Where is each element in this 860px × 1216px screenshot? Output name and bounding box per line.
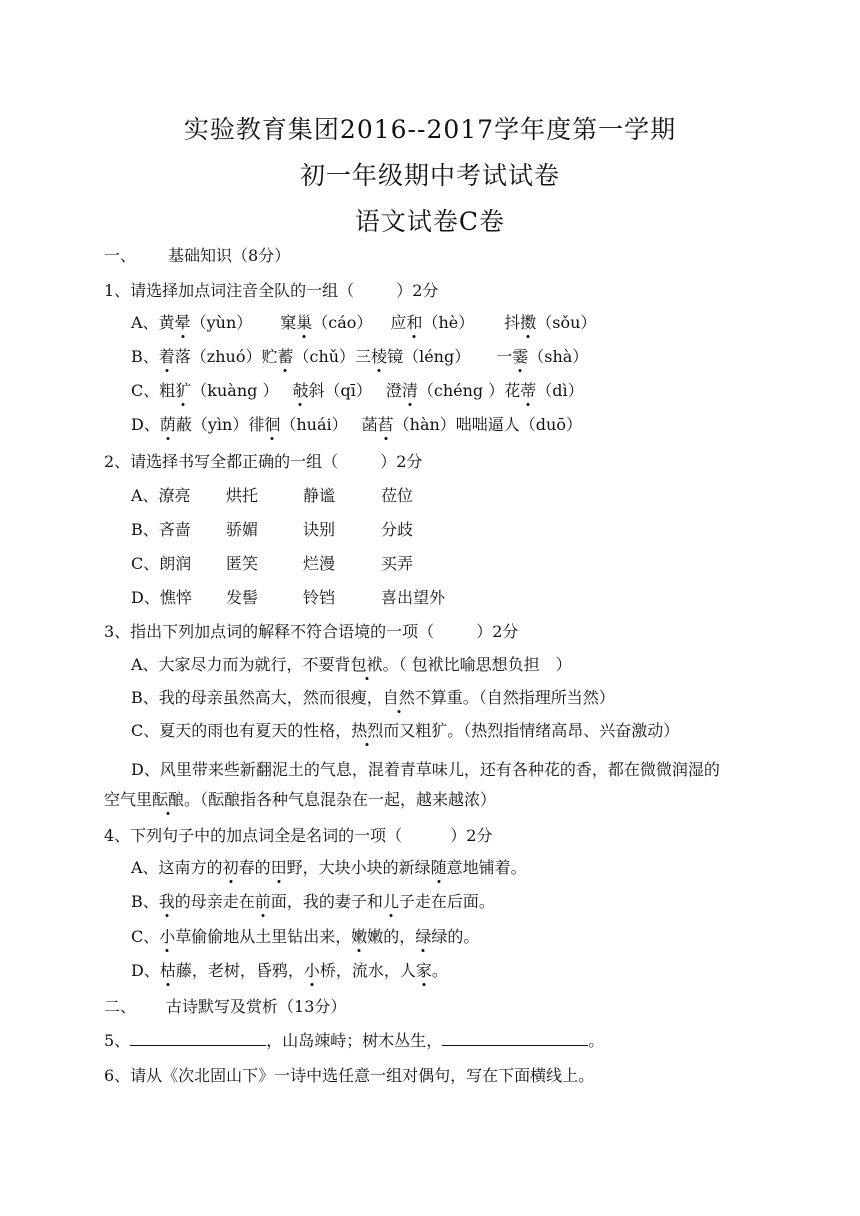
text-segment: （hàn）咄咄逼人（duō） xyxy=(393,415,582,434)
text-segment: 喜出望外 xyxy=(381,588,446,607)
text-segment: 。 xyxy=(431,961,448,980)
question-2-option-d xyxy=(131,588,445,608)
text-segment: 意地铺着。 xyxy=(446,858,527,877)
dotted-word: 绿 xyxy=(415,927,432,946)
text-segment: 镜（léng） xyxy=(387,347,471,366)
text-segment: D、 xyxy=(131,961,160,980)
text-segment: C、 xyxy=(131,381,160,400)
fill-blank-1[interactable] xyxy=(130,1031,266,1046)
dotted-word: 萏 xyxy=(377,415,394,434)
dotted-word: 霎 xyxy=(512,347,529,366)
exam-title-line-1: 实验教育集团2016--2017学年度第一学期 xyxy=(183,115,677,144)
question-4-option-d xyxy=(131,961,448,981)
text-segment: B、 xyxy=(131,347,159,366)
dotted-word: 前 xyxy=(254,892,271,911)
section-1-title: 基础知识（8分） xyxy=(168,246,291,265)
text-segment: A、大家尽力而为就行，不要背 xyxy=(131,655,351,674)
text-segment: B、 xyxy=(131,892,159,911)
text-segment: ，山岛竦峙；树木丛生， xyxy=(266,1031,443,1050)
dotted-word: 棱 xyxy=(371,347,388,366)
dotted-word: 自然 xyxy=(382,688,415,707)
section-1-heading xyxy=(104,246,290,266)
dotted-word: 攲 xyxy=(292,381,309,400)
fill-blank-2[interactable] xyxy=(442,1031,588,1046)
text-segment: 落（zhuó）贮 xyxy=(174,347,278,366)
text-segment: （hè） xyxy=(422,313,475,332)
dotted-word: 徊 xyxy=(264,415,281,434)
dotted-word: 晕 xyxy=(174,313,191,332)
text-segment: 子走在后面。 xyxy=(398,892,495,911)
text-segment: 烂漫 xyxy=(303,554,336,573)
text-segment: （yùn） xyxy=(190,313,253,332)
text-segment: ）2分 xyxy=(396,281,439,300)
text-segment: C、 xyxy=(131,927,160,946)
text-segment: （cáo） xyxy=(312,313,373,332)
text-segment: （chǔ）三 xyxy=(293,347,372,366)
text-segment: 分歧 xyxy=(381,520,414,539)
text-segment: 不算重。（自然指理所当然） xyxy=(414,688,615,707)
text-segment: C、朗润 xyxy=(131,554,192,573)
dotted-word: 犷 xyxy=(175,381,192,400)
text-segment: 。（酝酿指各种气息混杂在一起，越来越浓） xyxy=(184,790,497,809)
exam-title-line-3: 语文试卷C卷 xyxy=(354,207,506,236)
text-segment: 蔽（yìn）徘 xyxy=(175,415,265,434)
dotted-word: 和 xyxy=(406,313,423,332)
text-segment: （kuàng ） xyxy=(191,381,279,400)
text-segment: 1、请选择加点词注音全队的一组（ xyxy=(104,281,355,300)
question-1-option-a xyxy=(131,313,596,333)
dotted-word: 嫩 xyxy=(351,927,368,946)
section-2-number: 二、 xyxy=(104,997,137,1016)
dotted-word: 巢 xyxy=(296,313,313,332)
text-segment: D、憔悴 xyxy=(131,588,192,607)
text-segment: ）2分 xyxy=(476,622,519,641)
question-2-option-b xyxy=(131,520,413,540)
text-segment: ）2分 xyxy=(380,452,423,471)
dotted-word: 擞 xyxy=(520,313,537,332)
question-1-stem xyxy=(104,281,438,301)
text-segment: B、我的母亲虽然高大，然而很瘦， xyxy=(131,688,383,707)
text-segment: 烘托 xyxy=(226,486,259,505)
text-segment: 嫩的， xyxy=(367,927,416,946)
question-1-option-d xyxy=(131,415,582,435)
text-segment: 3、指出下列加点词的解释不符合语境的一项（ xyxy=(104,622,435,641)
dotted-word: 着 xyxy=(158,347,175,366)
question-3-option-a xyxy=(131,655,572,675)
text-segment: 静谧 xyxy=(303,486,336,505)
text-segment: 桥，流水，人 xyxy=(319,961,416,980)
text-segment: （dì） xyxy=(536,381,584,400)
text-segment: 应 xyxy=(390,313,407,332)
dotted-word: 蒂 xyxy=(520,381,537,400)
dotted-word: 酝酿 xyxy=(152,790,185,809)
text-segment: 菡 xyxy=(361,415,378,434)
text-segment: A、潦亮 xyxy=(131,486,191,505)
text-segment: 2、请选择书写全都正确的一组（ xyxy=(104,452,339,471)
dotted-word: 小 xyxy=(159,927,176,946)
text-segment: 粗 xyxy=(159,381,176,400)
text-segment: A、这南方的 xyxy=(131,858,223,877)
question-2-option-a xyxy=(131,486,413,506)
exam-title-line-2: 初一年级期中考试试卷 xyxy=(299,161,560,190)
dotted-word: 随 xyxy=(430,858,447,877)
text-segment: 绿的。 xyxy=(431,927,480,946)
question-3-option-c xyxy=(131,721,679,741)
text-segment: ）2分 xyxy=(450,826,493,845)
question-2-stem xyxy=(104,452,422,472)
question-4-stem xyxy=(104,826,492,846)
question-1-option-b xyxy=(131,347,588,367)
text-segment: 莅位 xyxy=(381,486,414,505)
question-1-option-c xyxy=(131,381,584,401)
text-segment: 空气里 xyxy=(104,790,153,809)
text-segment: 野，大块小块的新绿 xyxy=(286,858,431,877)
text-segment: 诀别 xyxy=(303,520,336,539)
dotted-word: 蓄 xyxy=(277,347,294,366)
text-segment: 买弄 xyxy=(381,554,414,573)
question-4-option-b xyxy=(131,892,495,912)
text-segment: 匿笑 xyxy=(226,554,259,573)
text-segment: 4、下列句子中的加点词全是名词的一项（ xyxy=(104,826,403,845)
question-3-option-b xyxy=(131,688,615,708)
question-4-option-c xyxy=(131,927,479,947)
question-6: 6、请从《次北固山下》一诗中选任意一组对偶句，写在下面横线上。 xyxy=(104,1066,595,1085)
dotted-word: 初 xyxy=(222,858,239,877)
text-segment: 而又粗犷。（热烈指情绪高昂、兴奋激动） xyxy=(383,721,680,740)
text-segment: D、 xyxy=(131,415,160,434)
dotted-word: 清 xyxy=(401,381,418,400)
text-segment: （shà） xyxy=(528,347,589,366)
text-segment: 黄 xyxy=(158,313,175,332)
dotted-word: 枯 xyxy=(159,961,176,980)
dotted-word: 小 xyxy=(303,961,320,980)
question-4-option-a xyxy=(131,858,527,878)
text-segment: 。 xyxy=(588,1031,605,1050)
question-5 xyxy=(104,1031,604,1051)
text-segment: C、夏天的雨也有夏天的性格， xyxy=(131,721,352,740)
text-segment: 铃铛 xyxy=(303,588,336,607)
text-segment: 5、 xyxy=(104,1031,131,1050)
section-1-number: 一、 xyxy=(104,246,137,265)
dotted-word: 田 xyxy=(270,858,287,877)
dotted-word: 包袱 xyxy=(350,655,383,674)
text-segment: （chéng ）花 xyxy=(417,381,521,400)
dotted-word: 我 xyxy=(158,892,175,911)
text-segment: 春的 xyxy=(238,858,271,877)
text-segment: 斜（qī） xyxy=(308,381,372,400)
text-segment: 面，我的妻子和 xyxy=(270,892,383,911)
text-segment: 藤，老树，昏鸦， xyxy=(175,961,304,980)
text-segment: 一 xyxy=(496,347,513,366)
text-segment: A、 xyxy=(131,313,159,332)
question-3-option-d-line-2 xyxy=(104,790,496,810)
section-2-title: 古诗默写及赏析（13分） xyxy=(166,997,347,1016)
text-segment: （huái） xyxy=(280,415,348,434)
question-3-stem xyxy=(104,622,518,642)
dotted-word: 荫 xyxy=(159,415,176,434)
text-segment: 发髻 xyxy=(226,588,259,607)
dotted-word: 家 xyxy=(415,961,432,980)
question-2-option-c xyxy=(131,554,413,574)
text-segment: 骄媚 xyxy=(226,520,259,539)
dotted-word: 热烈 xyxy=(351,721,384,740)
text-segment: 抖 xyxy=(504,313,521,332)
text-segment: 。（ 包袱比喻思想负担 ） xyxy=(382,655,572,674)
text-segment: 的母亲走在 xyxy=(174,892,255,911)
text-segment: B、吝啬 xyxy=(131,520,191,539)
text-segment: 窠 xyxy=(280,313,297,332)
text-segment: 草偷偷地从土里钻出来， xyxy=(175,927,352,946)
section-2-heading xyxy=(104,997,346,1017)
text-segment: 澄 xyxy=(385,381,402,400)
text-segment: （sǒu） xyxy=(536,313,597,332)
question-3-option-d-line-1: D、风里带来些新翻泥土的气息，混着青草味儿，还有各种花的香，都在微微润湿的 xyxy=(131,760,720,779)
dotted-word: 儿 xyxy=(382,892,399,911)
